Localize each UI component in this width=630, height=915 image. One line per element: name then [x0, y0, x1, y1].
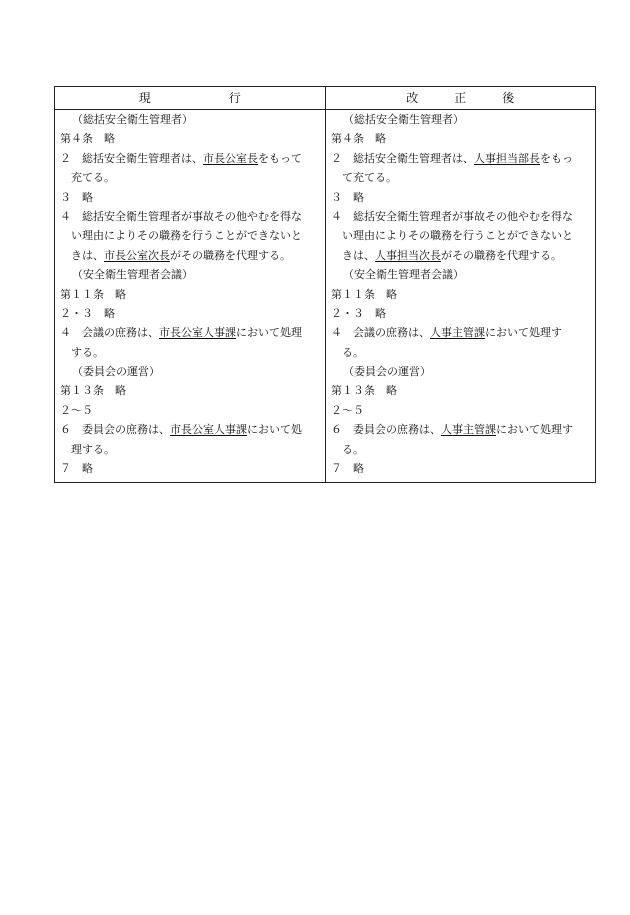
current-text: 理する。 [71, 442, 115, 456]
current-text: 第１３条 略 [60, 384, 126, 398]
revised-line [331, 343, 591, 362]
revised-line [331, 285, 591, 304]
current-line [60, 168, 321, 187]
current-line [60, 304, 321, 323]
revised-line [331, 459, 591, 478]
revised-text: ４ 会議の庶務は、 [331, 326, 430, 340]
revised-text: ２・３ 略 [331, 306, 386, 320]
current-text: ７ 略 [60, 462, 93, 476]
current-line [60, 226, 321, 245]
revised-line [331, 168, 591, 187]
current-text: 第１１条 略 [60, 287, 126, 301]
revised-amended-term: 人事担当次長 [375, 248, 441, 262]
current-line [60, 188, 321, 207]
current-amended-term: 市長公室長 [203, 151, 258, 165]
current-text: する。 [71, 345, 104, 359]
table-body-row [55, 110, 595, 482]
comparison-table [54, 86, 596, 483]
revised-text: ４ 総括安全衛生管理者が事故その他やむを得な [331, 209, 573, 223]
revised-line [331, 188, 591, 207]
current-line [60, 110, 321, 129]
revised-text: ２～５ [331, 403, 364, 417]
revised-line [331, 440, 591, 459]
current-line [60, 362, 321, 381]
revised-text: ３ 略 [331, 190, 364, 204]
revised-line [331, 110, 591, 129]
current-text: をもって [258, 151, 302, 165]
header-current-char: 現 [138, 91, 151, 105]
current-text: ３ 略 [60, 190, 93, 204]
current-line [60, 440, 321, 459]
revised-text: ７ 略 [331, 462, 364, 476]
revised-amended-term: 人事主管課 [430, 326, 485, 340]
current-text: ４ 総括安全衛生管理者が事故その他やむを得な [60, 209, 302, 223]
revised-line [331, 129, 591, 148]
current-text: （委員会の運営） [72, 365, 160, 379]
revised-text: （総括安全衛生管理者） [343, 113, 464, 126]
revised-text: （安全衛生管理者会議） [343, 268, 464, 282]
current-text: ２・３ 略 [60, 306, 115, 320]
revised-line [331, 381, 591, 400]
revised-text: において処理す [485, 326, 562, 340]
current-text: ６ 委員会の庶務は、 [60, 423, 170, 437]
revised-line [331, 323, 591, 342]
revised-line [331, 304, 591, 323]
current-text: において処 [247, 423, 302, 437]
current-line [60, 381, 321, 400]
column-revised-text [325, 110, 595, 482]
revised-text: 第１３条 略 [331, 384, 397, 398]
current-text: がその職務を代理する。 [170, 248, 291, 262]
revised-line [331, 420, 591, 439]
current-line [60, 420, 321, 439]
current-line [60, 129, 321, 148]
revised-text: 第１１条 略 [331, 287, 397, 301]
current-line [60, 459, 321, 478]
revised-line [331, 401, 591, 420]
revised-text: をもっ [540, 151, 573, 165]
revised-line [331, 149, 591, 168]
revised-text: がその職務を代理する。 [441, 248, 562, 262]
current-text: ２ 総括安全衛生管理者は、 [60, 151, 203, 165]
revised-line [331, 226, 591, 245]
current-line [60, 265, 321, 284]
header-revised-char: 正 [454, 91, 467, 105]
revised-line [331, 207, 591, 226]
revised-line [331, 265, 591, 284]
column-current-text [55, 110, 325, 482]
table-header-row [55, 87, 595, 110]
revised-text: 第４条 略 [331, 132, 386, 146]
current-amended-term: 市長公室次長 [104, 248, 170, 262]
current-line [60, 207, 321, 226]
current-text: （安全衛生管理者会議） [72, 268, 193, 282]
revised-line [331, 246, 591, 265]
revised-amended-term: 人事主管課 [441, 423, 496, 437]
current-text: きは、 [71, 248, 104, 262]
current-line [60, 323, 321, 342]
current-text: において処理 [236, 326, 302, 340]
revised-line [331, 362, 591, 381]
header-current [55, 87, 325, 109]
revised-text: において処理す [496, 423, 573, 437]
current-text: 充てる。 [71, 171, 115, 185]
revised-text: （委員会の運営） [343, 365, 431, 379]
current-text: 第４条 略 [60, 132, 115, 146]
current-line [60, 343, 321, 362]
current-line [60, 401, 321, 420]
current-text: ２～５ [60, 403, 93, 417]
header-revised [325, 87, 596, 109]
header-revised-char: 改 [406, 91, 419, 105]
current-text: ４ 会議の庶務は、 [60, 326, 159, 340]
current-line [60, 246, 321, 265]
current-amended-term: 市長公室人事課 [159, 326, 236, 340]
current-line [60, 285, 321, 304]
current-text: （総括安全衛生管理者） [72, 113, 193, 126]
header-current-char: 行 [228, 91, 241, 105]
revised-text: て充てる。 [342, 171, 397, 185]
revised-text: ６ 委員会の庶務は、 [331, 423, 441, 437]
revised-amended-term: 人事担当部長 [474, 151, 540, 165]
revised-text: い理由によりその職務を行うことができないと [342, 229, 573, 243]
header-revised-char: 後 [502, 91, 515, 105]
revised-text: る。 [342, 442, 364, 456]
current-text: い理由によりその職務を行うことができないと [71, 229, 302, 243]
current-amended-term: 市長公室人事課 [170, 423, 247, 437]
revised-text: ２ 総括安全衛生管理者は、 [331, 151, 474, 165]
current-line [60, 149, 321, 168]
revised-text: る。 [342, 345, 364, 359]
revised-text: きは、 [342, 248, 375, 262]
